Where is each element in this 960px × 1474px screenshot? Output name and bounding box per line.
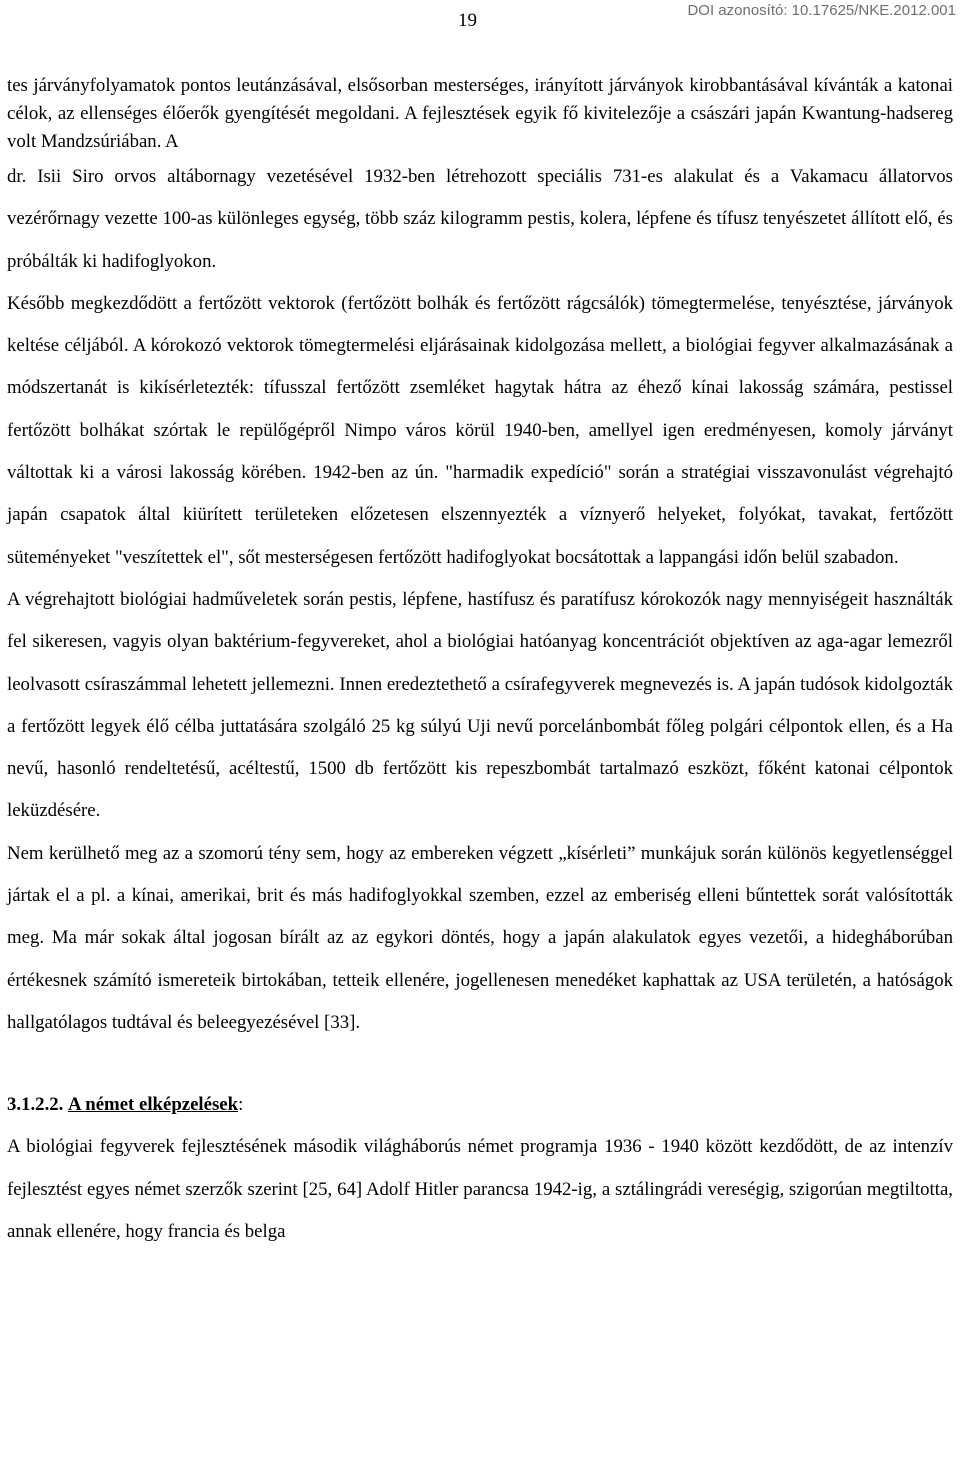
paragraph-5: A biológiai fegyverek fejlesztésének második világháborús német programja 1936 - 1940 között kezdődött, de az intenzív fejlesztést egyes német szerzők szerint [25, 64] Adolf Hitler parancsa 1942-ig, a sztálingrádi vereségig, szigorúan megtiltotta, annak ellenére, hogy francia és belga: [7, 1136, 953, 1242]
doi-identifier: DOI azonosító: 10.17625/NKE.2012.001: [687, 2, 956, 19]
paragraph-1-continued: dr. Isii Siro orvos altábornagy vezetésével 1932-ben létrehozott speciális 731-es alakulat és a Vakamacu állatorvos vezérőrnagy vezette 100-as különleges egység, több száz kilogramm pestis, kolera, lépfene és tífusz tenyészetet állított elő, és próbálták ki hadifoglyokon.: [7, 166, 953, 272]
page-number: 19: [458, 10, 477, 31]
section-number: 3.1.2.2.: [7, 1094, 64, 1116]
section-heading: [7, 1084, 953, 1126]
paragraph-2: Később megkezdődött a fertőzött vektorok (fertőzött bolhák és fertőzött rágcsálók) tömegtermelése, tenyésztése, járványok keltése céljából. A kórokozó vektorok tömegtermelési eljárásainak kidolgozása mellett, a biológiai fegyver alkalmazásának a módszertanát is kikísérletezték: tífusszal fertőzött zsemléket hagytak hátra az éhező kínai lakosság számára, pestissel fertőzött bolhákat szórtak le repülőgépről Nimpo város körül 1940-ben, amellyel igen eredményesen, komoly járványt váltottak ki a városi lakosság körében. 1942-ben az ún. "harmadik expedíció" során a stratégiai visszavonulást végrehajtó japán csapatok által kiürített területeken előzetesen elszennyezték a víznyerő helyeket, folyókat, tavakat, fertőzött süteményeket "veszítettek el", sőt mesterségesen fertőzött hadifoglyokat bocsátottak a lappangási időn belül szabadon.: [7, 292, 953, 568]
section-title: A német elképzelések: [68, 1094, 239, 1116]
paragraph-4: Nem kerülhető meg az a szomorú tény sem, hogy az embereken végzett „kísérleti” munkájuk során különös kegyetlenséggel jártak el a pl. a kínai, amerikai, brit és más hadifoglyokkal szemben, ezzel az emberiség elleni bűntettek sorát valósították meg. Ma már sokak által jogosan bírált az az egykori döntés, hogy a japán alakulatok egyes vezetői, a hidegháborúban értékesnek számító ismereteik birtokában, tetteik ellenére, jogellenesen menedéket kaphattak az USA területén, a hatóságok hallgatólagos tudtával és beleegyezésével [33].: [7, 842, 953, 1033]
section-colon: :: [238, 1094, 244, 1116]
document-body: [7, 72, 953, 1253]
paragraph-1: tes járványfolyamatok pontos leutánzásával, elsősorban mesterséges, irányított járványok kirobbantásával kívánták a katonai célok, az ellenséges élőerők gyengítését megoldani. A fejlesztések egyik fő kivitelezője a császári japán Kwantung-hadsereg volt Mandzsúriában. A: [7, 75, 953, 152]
paragraph-3: A végrehajtott biológiai hadműveletek során pestis, lépfene, hastífusz és paratífusz kórokozók nagy mennyiségeit használták fel sikeresen, vagyis olyan baktérium-fegyvereket, ahol a biológiai hatóanyag koncentrációt objektíven az aga-agar lemezről leolvasott csíraszámmal lehetett jellemezni. Innen eredeztethető a csírafegyverek megnevezés is. A japán tudósok kidolgozták a fertőzött legyek élő célba juttatására szolgáló 25 kg súlyú Uji nevű porcelánbombát főleg polgári célpontok ellen, és a Ha nevű, hasonló rendeltetésű, acéltestű, 1500 db fertőzött kis repeszbombát tartalmazó eszközt, főként katonai célpontok leküzdésére.: [7, 588, 953, 822]
